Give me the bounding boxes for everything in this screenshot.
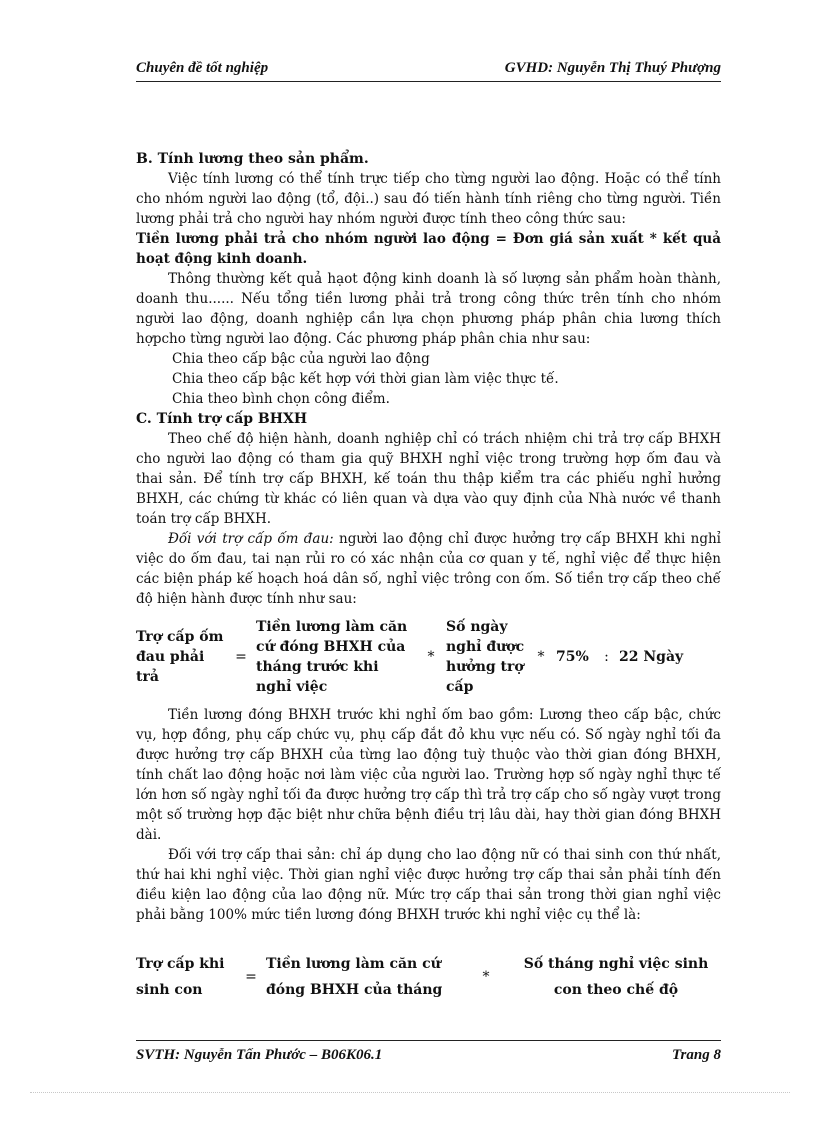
equals-sign: = bbox=[245, 969, 257, 985]
equals-sign: = bbox=[235, 649, 247, 665]
section-c-heading: C. Tính trợ cấp BHXH bbox=[136, 411, 308, 427]
multiply-sign: * bbox=[427, 649, 435, 665]
method-item: Chia theo bình chọn công điểm. bbox=[172, 391, 390, 407]
multiply-sign: * bbox=[482, 969, 490, 985]
section-c-paragraph-3: Tiền lương đóng BHXH trước khi nghỉ ốm bao gồm: Lương theo cấp bậc, chức vụ, hợp đồng, phụ cấp chức vụ, phụ cấp đắt đỏ khu vực nếu có. Số ngày nghỉ tối đa được hưởng trợ cấp BHXH của từng lao động tuỳ thuộc vào thời gian đóng BHXH, tính chất lao động hoặc nơi làm việc của người lao. Trường hợp số ngày nghỉ thực tế lớn hơn số ngày nghỉ tối đa được hưởng trợ cấp thì trả trợ cấp cho số ngày vượt trong một số trường hợp đặc biệt như chữa bệnh điều trị lâu dài, hay thời gian đóng BHXH dài. bbox=[136, 707, 721, 843]
section-b-heading: B. Tính lương theo sản phẩm. bbox=[136, 151, 369, 167]
formula-salary-term: Tiền lương làm căn cứ đóng BHXH của tháng bbox=[266, 956, 443, 998]
page-header bbox=[136, 60, 721, 82]
section-c-paragraph-1: Theo chế độ hiện hành, doanh nghiệp chỉ có trách nhiệm chi trả trợ cấp BHXH cho người lao động có tham gia quỹ BHXH nghỉ việc trong trường hợp ốm đau và thai sản. Để tính trợ cấp BHXH, kế toán thu thập kiểm tra các phiếu nghỉ hưởng BHXH, các chứng từ khác có liên quan và dựa vào quy định của Nhà nước về thanh toán trợ cấp BHXH. bbox=[136, 431, 721, 527]
header-supervisor: GVHD: Nguyễn Thị Thuý Phượng bbox=[504, 60, 721, 76]
section-c-paragraph-4: Đối với trợ cấp thai sản: chỉ áp dụng cho lao động nữ có thai sinh con thứ nhất, thứ hai khi nghỉ việc. Thời gian nghỉ việc được hưởng trợ cấp thai sản phải tính đến điều kiện lao động của lao động nữ. Mức trợ cấp thai sản trong thời gian nghỉ việc phải bằng 100% mức tiền lương đóng BHXH trước khi nghỉ việc cụ thể là: bbox=[136, 847, 721, 923]
page-number: Trang 8 bbox=[671, 1047, 721, 1063]
formula-salary-term: Tiền lương làm căn cứ đóng BHXH của tháng trước khi nghỉ việc bbox=[256, 619, 408, 695]
formula-months-term: Số tháng nghỉ việc sinh con theo chế độ bbox=[523, 956, 709, 998]
section-b-formula: Tiền lương phải trả cho nhóm người lao động = Đơn giá sản xuất * kết quả hoạt động kinh doanh. bbox=[136, 231, 721, 267]
formula-rate: 75% bbox=[556, 649, 589, 665]
sick-allowance-formula bbox=[136, 617, 721, 693]
method-item: Chia theo cấp bậc của người lao động bbox=[172, 351, 430, 367]
divide-sign: : bbox=[604, 649, 609, 665]
footer-student: SVTH: Nguyễn Tấn Phước – B06K06.1 bbox=[136, 1047, 383, 1063]
page-edge-divider bbox=[30, 1092, 790, 1093]
multiply-sign: * bbox=[537, 649, 545, 665]
formula-base-days: 22 Ngày bbox=[619, 649, 684, 665]
section-b-paragraph-1: Việc tính lương có thể tính trực tiếp cho từng người lao động. Hoặc có thể tính cho nhóm người lao động (tổ, đội..) sau đó tiến hành tính riêng cho từng người. Tiền lương phải trả cho người hay nhóm người được tính theo công thức sau: bbox=[136, 171, 721, 227]
formula-days-term: Số ngày nghỉ được hưởng trợ cấp bbox=[446, 619, 525, 695]
header-course-title: Chuyên đề tốt nghiệp bbox=[136, 60, 269, 76]
section-c-paragraph-2 bbox=[136, 529, 721, 609]
method-item: Chia theo cấp bậc kết hợp với thời gian làm việc thực tế. bbox=[172, 371, 559, 387]
section-b-paragraph-2: Thông thường kết quả hạot động kinh doanh là số lượng sản phẩm hoàn thành, doanh thu...... Nếu tổng tiền lương phải trả trong công thức trên tính cho nhóm người lao động, doanh nghiệp cần lựa chọn phương pháp phân chia lương thích hợpcho từng người lao động. Các phương pháp phân chia như sau: bbox=[136, 271, 721, 347]
page-footer bbox=[136, 1040, 721, 1064]
sick-allowance-label: Đối với trợ cấp ốm đau: bbox=[168, 531, 334, 547]
page-body bbox=[136, 149, 721, 1007]
sick-allowance-text: người lao động chỉ được hưởng trợ cấp BHXH khi nghỉ việc do ốm đau, tai nạn rủi ro có xác nhận của cơ quan y tế, nghỉ việc để thực hiện các biện pháp kế hoạch hoá dân số, nghỉ việc trông con ốm. Số tiền trợ cấp theo chế độ hiện hành được tính như sau: bbox=[136, 531, 721, 607]
formula-lhs: Trợ cấp ốm đau phải trả bbox=[136, 629, 224, 685]
formula-lhs: Trợ cấp khi sinh con bbox=[136, 956, 225, 998]
maternity-allowance-formula bbox=[136, 947, 721, 1007]
